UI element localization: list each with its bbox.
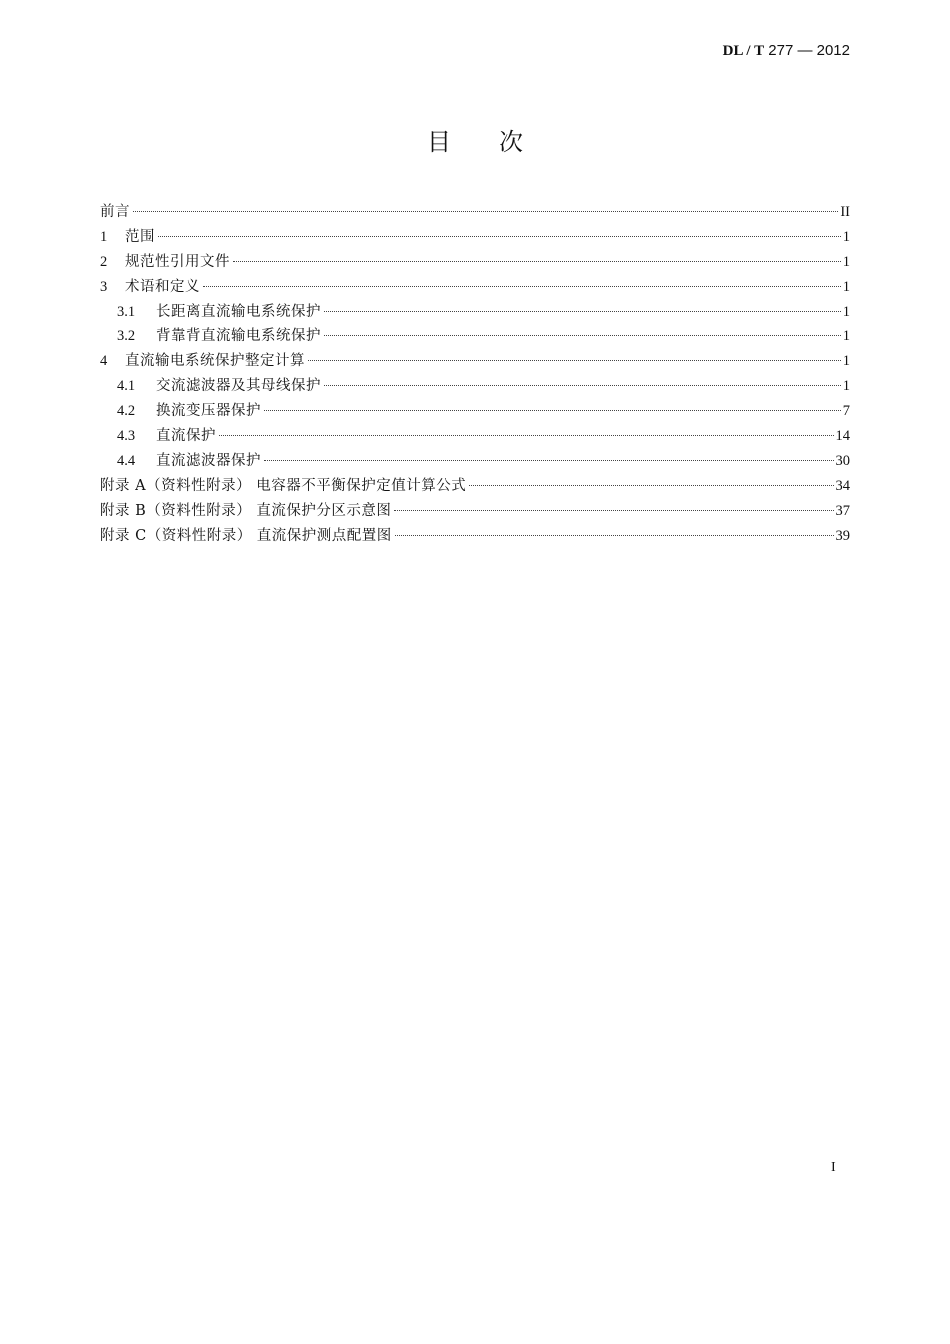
toc-entry-number: 2 [100,253,108,270]
toc-entry-page: 1 [842,328,850,345]
toc-entry-page: II [840,204,850,220]
standard-rest: 277 — 2012 [768,42,850,59]
toc-entry-number: 3.1 [117,303,136,320]
toc-entry[interactable] [100,424,850,449]
toc-entry[interactable] [100,499,850,524]
toc-entry-label: 换流变压器保护 [156,403,261,420]
toc-leader-dots [395,535,834,536]
toc-entry-label: 直流滤波器保护 [156,452,261,469]
toc-entry-number: 4 [100,353,108,370]
toc-entry[interactable] [100,524,850,549]
toc-entry-label: 交流滤波器及其母线保护 [156,378,321,395]
toc-entry[interactable] [100,349,850,374]
toc-entry[interactable] [100,374,850,399]
toc-leader-dots [219,435,834,436]
page-title: 目次 [427,128,571,156]
standard-prefix: DL / T [722,43,765,59]
toc-entry-page: 34 [835,477,850,494]
toc-entry[interactable] [100,275,850,300]
toc-leader-dots [158,236,841,237]
toc-entry-label: 规范性引用文件 [125,253,230,270]
toc-entry[interactable] [100,474,850,499]
toc-leader-dots [264,410,841,411]
toc-entry[interactable] [100,225,850,250]
toc-entry-label: 直流输电系统保护整定计算 [125,353,305,370]
toc-leader-dots [133,211,838,212]
toc-entry-label: 附录 C（资料性附录） 直流保护测点配置图 [100,527,392,544]
toc-entry-number: 3.2 [117,328,136,345]
toc-entry-page: 1 [842,378,850,395]
toc-entry-number: 3 [100,278,108,295]
toc-entry-label: 附录 A（资料性附录） 电容器不平衡保护定值计算公式 [100,477,467,494]
toc-entry-page: 1 [842,228,850,245]
toc-leader-dots [469,485,833,486]
toc-entry-page: 1 [842,253,850,270]
toc-entry-label: 附录 B（资料性附录） 直流保护分区示意图 [100,502,392,519]
toc-entry[interactable] [100,250,850,275]
table-of-contents [100,200,850,548]
toc-entry-label: 范围 [125,228,155,245]
toc-leader-dots [324,335,841,336]
toc-entry[interactable] [100,200,850,225]
toc-entry-number: 4.4 [117,452,136,469]
toc-entry-number: 1 [100,228,108,245]
toc-entry-label: 长距离直流输电系统保护 [156,303,321,320]
toc-entry-label: 背靠背直流输电系统保护 [156,328,321,345]
toc-leader-dots [233,261,841,262]
toc-entry-number: 4.2 [117,403,136,420]
page-number: I [831,1160,836,1175]
toc-leader-dots [264,460,834,461]
toc-leader-dots [324,311,841,312]
toc-entry-page: 37 [835,502,850,519]
toc-entry-label: 前言 [100,204,130,220]
toc-entry-page: 1 [842,303,850,320]
toc-leader-dots [203,286,841,287]
toc-entry-label: 直流保护 [156,428,216,445]
toc-entry-page: 1 [842,278,850,295]
toc-entry-page: 39 [835,527,850,544]
toc-entry-label: 术语和定义 [125,278,200,295]
toc-entry[interactable] [100,300,850,325]
toc-entry[interactable] [100,324,850,349]
toc-entry-number: 4.1 [117,378,136,395]
toc-entry[interactable] [100,449,850,474]
toc-leader-dots [324,385,841,386]
toc-entry-page: 30 [835,452,850,469]
toc-leader-dots [308,360,841,361]
toc-entry-number: 4.3 [117,428,136,445]
toc-entry-page: 1 [842,353,850,370]
toc-entry[interactable] [100,399,850,424]
toc-leader-dots [394,510,833,511]
standard-number [723,42,850,60]
toc-entry-page: 7 [842,403,850,420]
toc-entry-page: 14 [835,428,850,445]
